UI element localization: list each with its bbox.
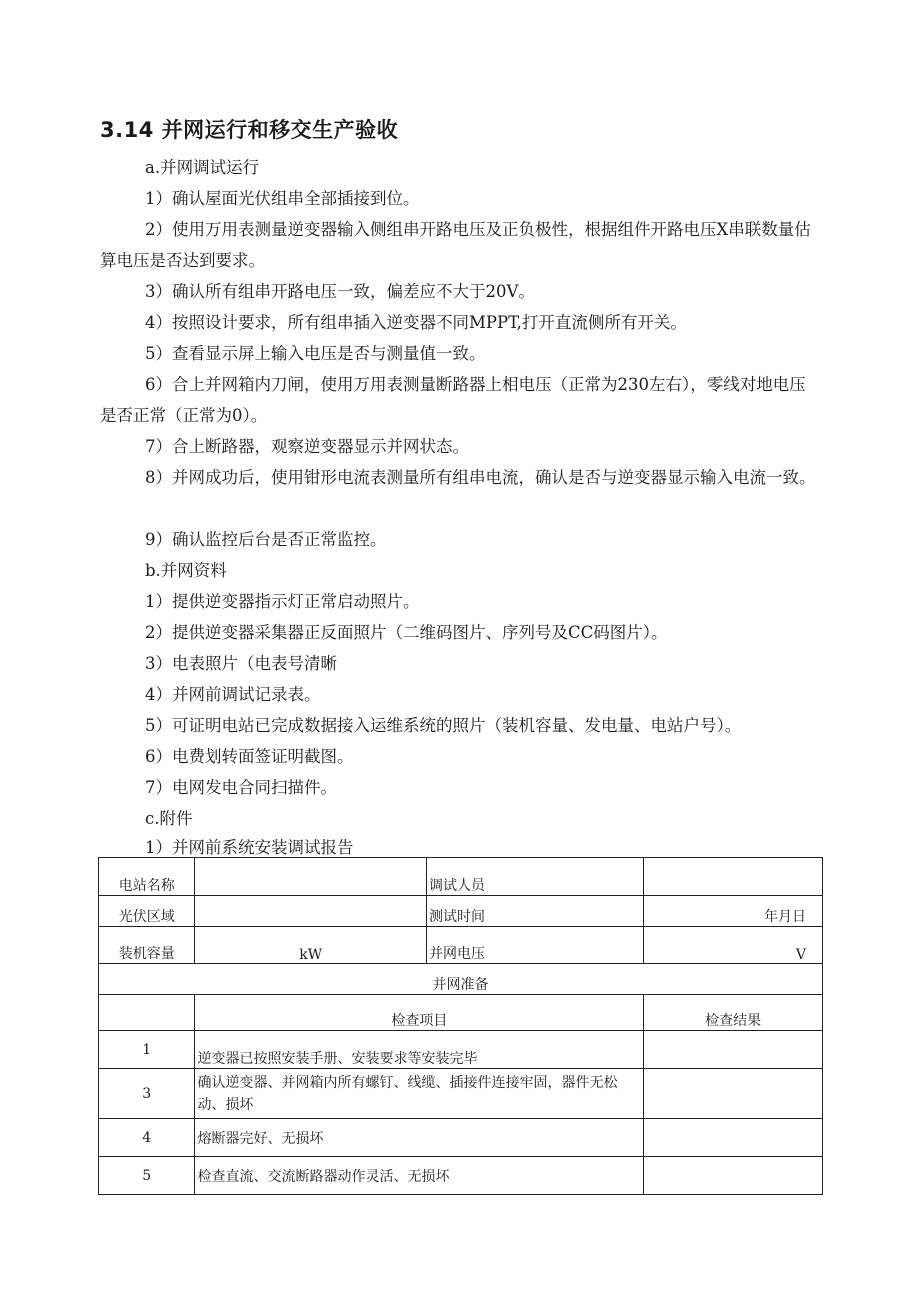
table-row — [99, 1119, 823, 1157]
row-check-result[interactable] — [644, 1069, 823, 1119]
paragraph: 1）确认屋面光伏组串全部插接到位。 — [145, 189, 420, 208]
paragraph: 2）提供逆变器采集器正反面照片（二维码图片、序列号及CC码图片）。 — [145, 623, 668, 642]
paragraph: 9）确认监控后台是否正常监控。 — [145, 530, 387, 549]
pv-area-value[interactable] — [195, 896, 427, 927]
row-check-item: 确认逆变器、并网箱内所有螺钉、线缆、插接件连接牢固，器件无松动、损坏 — [195, 1069, 644, 1119]
capacity-label: 装机容量 — [99, 927, 195, 964]
test-time-value[interactable]: 年月日 — [644, 896, 823, 927]
row-number: 5 — [99, 1157, 195, 1195]
subsection-c-title: c.附件 — [145, 809, 193, 828]
grid-voltage-unit[interactable]: V — [644, 927, 823, 964]
row-check-result[interactable] — [644, 1157, 823, 1195]
table-row — [99, 858, 823, 896]
header-number — [99, 995, 195, 1031]
table-row — [99, 896, 823, 927]
pv-area-label: 光伏区域 — [99, 896, 195, 927]
row-check-item: 逆变器已按照安装手册、安装要求等安装完毕 — [195, 1031, 644, 1069]
commissioning-report-table — [98, 857, 823, 1195]
paragraph: 8）并网成功后，使用钳形电流表测量所有组串电流，确认是否与逆变器显示输入电流一致。 — [145, 468, 816, 487]
row-check-item: 检查直流、交流断路器动作灵活、无损坏 — [195, 1157, 644, 1195]
tester-label: 调试人员 — [426, 858, 643, 896]
paragraph: 1）并网前系统安装调试报告 — [145, 838, 354, 857]
section-title-grid-preparation: 并网准备 — [99, 964, 823, 995]
table-row — [99, 1031, 823, 1069]
paragraph: 3）确认所有组串开路电压一致，偏差应不大于20V。 — [145, 282, 535, 301]
paragraph: 5）查看显示屏上输入电压是否与测量值一致。 — [145, 344, 486, 363]
row-check-result[interactable] — [644, 1031, 823, 1069]
paragraph: 2）使用万用表测量逆变器输入侧组串开路电压及正负极性，根据组件开路电压X串联数量估算电压是否达到要求。 — [100, 220, 811, 270]
paragraph: 4）并网前调试记录表。 — [145, 685, 321, 704]
section-heading: 3.14 并网运行和移交生产验收 — [100, 118, 399, 142]
paragraph: 7）电网发电合同扫描件。 — [145, 778, 337, 797]
table-row — [99, 1069, 823, 1119]
paragraph: 5）可证明电站已完成数据接入运维系统的照片（装机容量、发电量、电站户号）。 — [145, 716, 742, 735]
paragraph: 7）合上断路器，观察逆变器显示并网状态。 — [145, 437, 469, 456]
station-name-value[interactable] — [195, 858, 427, 896]
header-check-result: 检查结果 — [644, 995, 823, 1031]
subsection-a-title: a.并网调试运行 — [145, 158, 260, 177]
table-row — [99, 927, 823, 964]
capacity-unit[interactable]: kW — [195, 927, 427, 964]
row-number: 3 — [99, 1069, 195, 1119]
paragraph: 4）按照设计要求，所有组串插入逆变器不同MPPT,打开直流侧所有开关。 — [145, 313, 687, 332]
row-check-item: 熔断器完好、无损坏 — [195, 1119, 644, 1157]
paragraph: 6）电费划转面签证明截图。 — [145, 747, 354, 766]
header-check-item: 检查项目 — [195, 995, 644, 1031]
paragraph: 3）电表照片（电表号清晰 — [145, 654, 337, 673]
test-time-label: 测试时间 — [426, 896, 643, 927]
table-row — [99, 1157, 823, 1195]
paragraph: 6）合上并网箱内刀闸，使用万用表测量断路器上相电压（正常为230左右），零线对地电压是否正常（正常为0）。 — [100, 375, 806, 425]
row-check-result[interactable] — [644, 1119, 823, 1157]
paragraph: 1）提供逆变器指示灯正常启动照片。 — [145, 592, 420, 611]
table-row — [99, 964, 823, 995]
subsection-b-title: b.并网资料 — [145, 561, 227, 580]
table-header-row — [99, 995, 823, 1031]
grid-voltage-label: 并网电压 — [426, 927, 643, 964]
row-number: 1 — [99, 1031, 195, 1069]
tester-value[interactable] — [644, 858, 823, 896]
row-number: 4 — [99, 1119, 195, 1157]
station-name-label: 电站名称 — [99, 858, 195, 896]
